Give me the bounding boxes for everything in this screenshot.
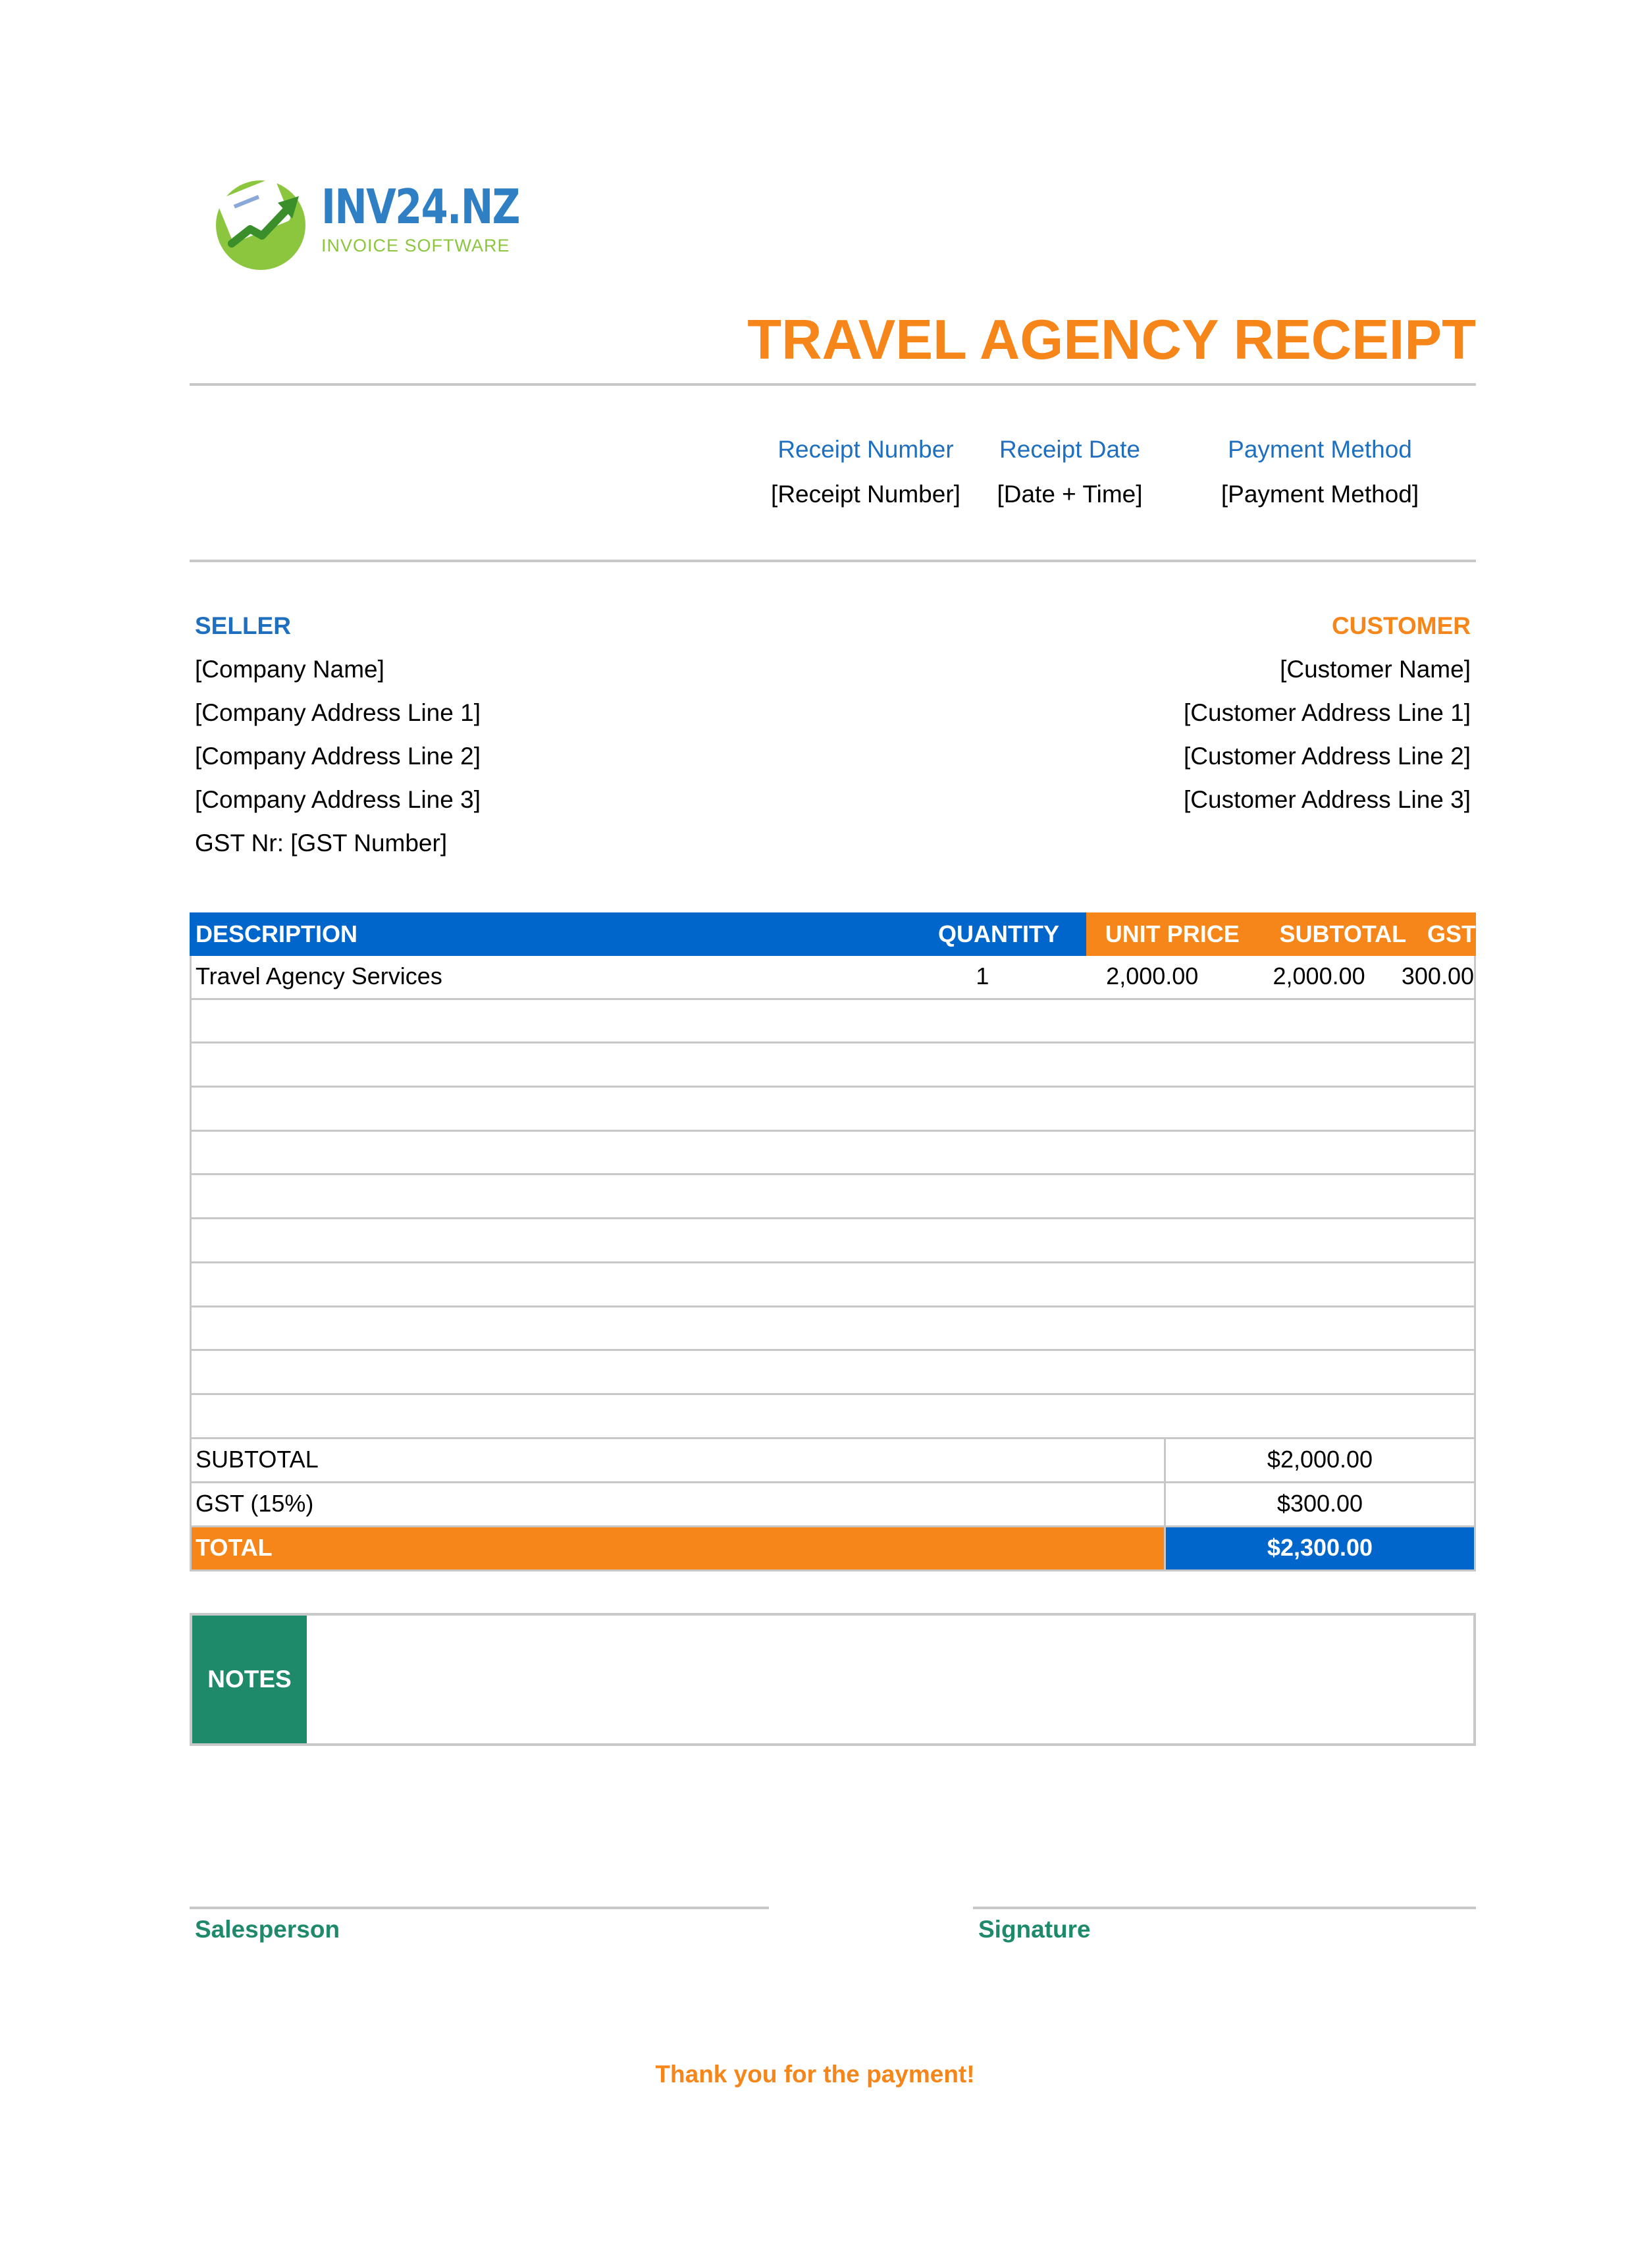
- cell-quantity: [939, 1132, 1120, 1174]
- customer-heading: CUSTOMER: [1331, 612, 1471, 639]
- col-unit-price: UNIT PRICE: [1086, 912, 1259, 956]
- col-quantity: QUANTITY: [911, 912, 1086, 956]
- cell-quantity: [939, 1307, 1120, 1350]
- cell-description: [192, 1219, 939, 1261]
- total-row: [190, 1527, 1476, 1571]
- notes-body[interactable]: [307, 1616, 1473, 1743]
- customer-address-line-1: [Customer Address Line 1]: [1184, 699, 1471, 726]
- cell-subtotal: [1299, 1307, 1474, 1350]
- cell-description: [192, 1000, 939, 1042]
- cell-unit-price: [1120, 1219, 1299, 1261]
- table-row: [190, 1132, 1476, 1176]
- cell-subtotal: [1299, 1263, 1474, 1305]
- seller-heading: SELLER: [195, 612, 291, 639]
- items-table: [190, 912, 1476, 1571]
- cell-unit-price: [1120, 1263, 1299, 1305]
- cell-description: [192, 1263, 939, 1305]
- signature-label: Signature: [978, 1916, 1091, 1943]
- cell-subtotal: [1299, 1043, 1474, 1086]
- table-row: [190, 956, 1476, 1000]
- seller-gst-number: GST Nr: [GST Number]: [195, 830, 448, 857]
- cell-unit-price: [1120, 1000, 1299, 1042]
- subtotal-row: [190, 1439, 1476, 1483]
- cell-quantity: [939, 1043, 1120, 1086]
- subtotal-label: SUBTOTAL: [192, 1439, 1166, 1481]
- cell-unit-price: 2,000.00: [1106, 963, 1199, 989]
- logo-name: INV24.NZ: [321, 179, 519, 234]
- subtotal-value: $2,000.00: [1267, 1445, 1373, 1473]
- cell-description: [192, 1175, 939, 1217]
- page-title: TRAVEL AGENCY RECEIPT: [747, 309, 1476, 371]
- cell-subtotal: [1299, 1132, 1474, 1174]
- title-divider: [190, 383, 1476, 386]
- col-description: DESCRIPTION: [190, 912, 911, 956]
- cell-unit-price: [1120, 1132, 1299, 1174]
- chart-arrow-icon: [209, 172, 315, 271]
- cell-quantity: [939, 1395, 1120, 1437]
- salesperson-label: Salesperson: [195, 1916, 340, 1943]
- cell-subtotal: [1299, 1088, 1474, 1130]
- seller-address-line-1: [Company Address Line 1]: [195, 699, 481, 726]
- cell-subtotal: [1299, 1000, 1474, 1042]
- cell-quantity: [939, 1000, 1120, 1042]
- gst-value: $300.00: [1276, 1489, 1363, 1517]
- cell-unit-price: [1120, 1175, 1299, 1217]
- seller-company-name: [Company Name]: [195, 656, 384, 683]
- cell-subtotal: [1299, 1175, 1474, 1217]
- receipt-number-label: Receipt Number: [777, 436, 954, 463]
- gst-label: GST (15%): [192, 1483, 1166, 1525]
- seller-address-line-2: [Company Address Line 2]: [195, 743, 481, 770]
- total-label: TOTAL: [192, 1527, 1166, 1569]
- table-row: [190, 1307, 1476, 1352]
- cell-unit-price: [1120, 1088, 1299, 1130]
- table-row: [190, 1000, 1476, 1044]
- customer-address-line-2: [Customer Address Line 2]: [1184, 743, 1471, 770]
- table-row: [190, 1395, 1476, 1439]
- cell-unit-price: [1120, 1351, 1299, 1393]
- cell-subtotal: [1299, 1395, 1474, 1437]
- table-row: [190, 1219, 1476, 1263]
- table-header: [190, 912, 1476, 956]
- notes-box: [190, 1613, 1476, 1746]
- customer-name: [Customer Name]: [1280, 656, 1471, 683]
- cell-unit-price: [1120, 1395, 1299, 1437]
- cell-quantity: [939, 1351, 1120, 1393]
- cell-description: [192, 1088, 939, 1130]
- notes-label: NOTES: [192, 1616, 307, 1743]
- cell-subtotal: [1299, 1351, 1474, 1393]
- meta-divider: [190, 560, 1476, 562]
- table-row: [190, 1088, 1476, 1132]
- cell-description: [192, 1043, 939, 1086]
- cell-description: [192, 1132, 939, 1174]
- seller-address-line-3: [Company Address Line 3]: [195, 786, 481, 813]
- receipt-number-value: [Receipt Number]: [771, 481, 960, 508]
- table-row: [190, 1351, 1476, 1395]
- table-row: [190, 1175, 1476, 1219]
- cell-quantity: [939, 1175, 1120, 1217]
- cell-description: [192, 1307, 939, 1350]
- total-value: $2,300.00: [1166, 1527, 1474, 1569]
- cell-description: [192, 1395, 939, 1437]
- cell-unit-price: [1120, 1307, 1299, 1350]
- cell-quantity: [939, 1219, 1120, 1261]
- customer-address-line-3: [Customer Address Line 3]: [1184, 786, 1471, 813]
- receipt-date-value: [Date + Time]: [997, 481, 1143, 508]
- thank-you-message: Thank you for the payment!: [655, 2061, 975, 2088]
- salesperson-line: [190, 1907, 769, 1909]
- col-subtotal: SUBTOTAL: [1259, 912, 1427, 956]
- signature-line: [973, 1907, 1476, 1909]
- cell-quantity: [939, 1088, 1120, 1130]
- table-row: [190, 1043, 1476, 1088]
- gst-row: [190, 1483, 1476, 1527]
- cell-description: [192, 1351, 939, 1393]
- cell-gst: 300.00: [1401, 963, 1474, 989]
- logo-tagline: INVOICE SOFTWARE: [321, 236, 510, 255]
- cell-subtotal: 2,000.00: [1273, 963, 1365, 989]
- cell-subtotal: [1299, 1219, 1474, 1261]
- cell-unit-price: [1120, 1043, 1299, 1086]
- cell-quantity: 1: [976, 963, 989, 989]
- payment-method-label: Payment Method: [1228, 436, 1412, 463]
- cell-description: Travel Agency Services: [196, 963, 442, 989]
- table-row: [190, 1263, 1476, 1307]
- cell-quantity: [939, 1263, 1120, 1305]
- col-gst: GST: [1427, 912, 1476, 956]
- payment-method-value: [Payment Method]: [1221, 481, 1419, 508]
- receipt-date-label: Receipt Date: [999, 436, 1140, 463]
